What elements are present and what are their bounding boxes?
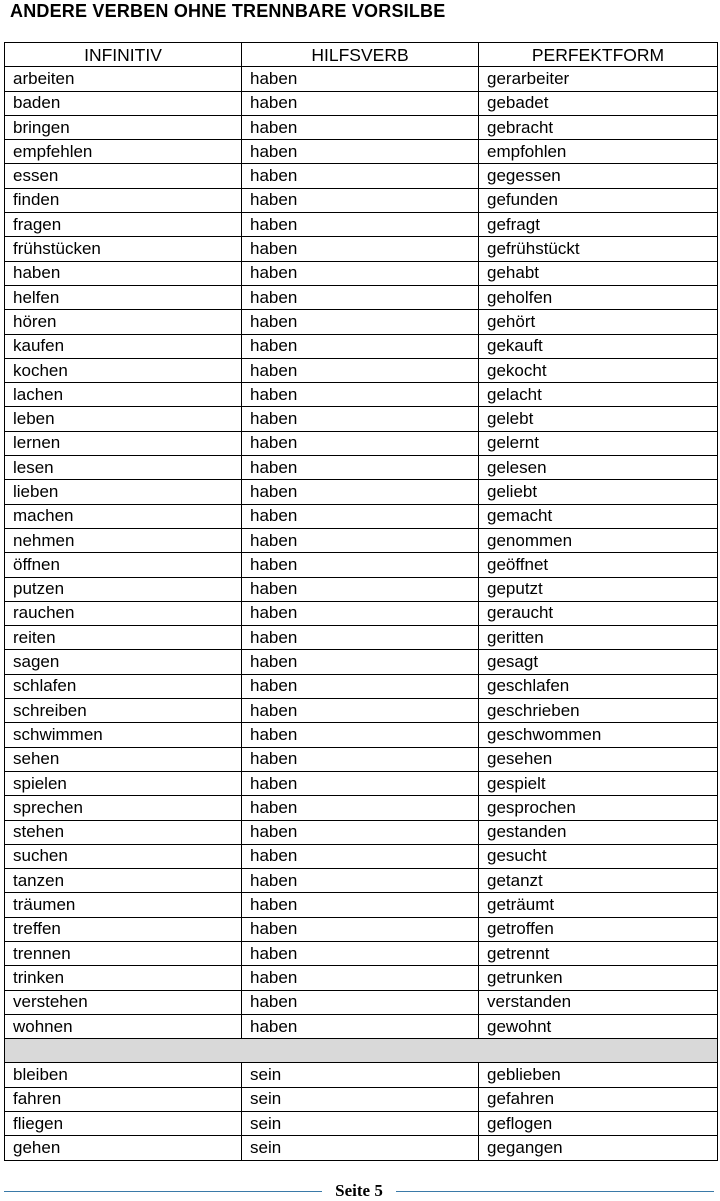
infinitiv-cell: tanzen [5, 869, 242, 893]
infinitiv-cell: sagen [5, 650, 242, 674]
hilfsverb-cell: haben [242, 310, 479, 334]
perfektform-cell: gesagt [479, 650, 718, 674]
perfektform-cell: geöffnet [479, 553, 718, 577]
table-row [5, 285, 718, 309]
infinitiv-cell: fahren [5, 1087, 242, 1111]
hilfsverb-cell: haben [242, 966, 479, 990]
hilfsverb-cell: haben [242, 164, 479, 188]
hilfsverb-cell: haben [242, 285, 479, 309]
perfektform-cell: gefunden [479, 188, 718, 212]
perfektform-cell: geputzt [479, 577, 718, 601]
perfektform-cell: gesehen [479, 747, 718, 771]
infinitiv-cell: fragen [5, 213, 242, 237]
perfektform-cell: geholfen [479, 285, 718, 309]
hilfsverb-cell: haben [242, 1014, 479, 1038]
perfektform-cell: geschlafen [479, 674, 718, 698]
table-row [5, 528, 718, 552]
infinitiv-cell: fliegen [5, 1112, 242, 1136]
table-row [5, 310, 718, 334]
infinitiv-cell: empfehlen [5, 140, 242, 164]
perfektform-cell: gehabt [479, 261, 718, 285]
hilfsverb-cell: haben [242, 990, 479, 1014]
page-title: ANDERE VERBEN OHNE TRENNBARE VORSILBE [10, 1, 446, 21]
table-row [5, 358, 718, 382]
hilfsverb-cell: sein [242, 1112, 479, 1136]
perfektform-cell: gewohnt [479, 1014, 718, 1038]
infinitiv-cell: stehen [5, 820, 242, 844]
perfektform-cell: gegessen [479, 164, 718, 188]
table-row [5, 747, 718, 771]
infinitiv-cell: putzen [5, 577, 242, 601]
perfektform-cell: verstanden [479, 990, 718, 1014]
hilfsverb-cell: haben [242, 261, 479, 285]
infinitiv-cell: schwimmen [5, 723, 242, 747]
verb-table [4, 42, 718, 1161]
infinitiv-cell: rauchen [5, 601, 242, 625]
hilfsverb-cell: sein [242, 1136, 479, 1160]
perfektform-cell: geliebt [479, 480, 718, 504]
perfektform-cell: gesprochen [479, 796, 718, 820]
hilfsverb-cell: haben [242, 140, 479, 164]
table-row [5, 1063, 718, 1087]
table-row [5, 407, 718, 431]
hilfsverb-cell: haben [242, 504, 479, 528]
infinitiv-cell: leben [5, 407, 242, 431]
hilfsverb-cell: haben [242, 237, 479, 261]
page-number: Seite 5 [335, 1181, 383, 1200]
hilfsverb-cell: haben [242, 699, 479, 723]
hilfsverb-cell: sein [242, 1087, 479, 1111]
perfektform-cell: gesucht [479, 844, 718, 868]
hilfsverb-cell: haben [242, 917, 479, 941]
hilfsverb-cell: haben [242, 771, 479, 795]
header-perfektform: PERFEKTFORM [479, 43, 718, 67]
perfektform-cell: getrennt [479, 941, 718, 965]
hilfsverb-cell: haben [242, 91, 479, 115]
table-row [5, 626, 718, 650]
perfektform-cell: getroffen [479, 917, 718, 941]
perfektform-cell: geritten [479, 626, 718, 650]
hilfsverb-cell: haben [242, 650, 479, 674]
table-row [5, 699, 718, 723]
perfektform-cell: geraucht [479, 601, 718, 625]
table-row [5, 140, 718, 164]
infinitiv-cell: machen [5, 504, 242, 528]
hilfsverb-cell: haben [242, 431, 479, 455]
infinitiv-cell: kaufen [5, 334, 242, 358]
perfektform-cell: gelebt [479, 407, 718, 431]
table-row [5, 213, 718, 237]
infinitiv-cell: suchen [5, 844, 242, 868]
infinitiv-cell: sprechen [5, 796, 242, 820]
hilfsverb-cell: haben [242, 747, 479, 771]
perfektform-cell: gebadet [479, 91, 718, 115]
infinitiv-cell: wohnen [5, 1014, 242, 1038]
hilfsverb-cell: haben [242, 334, 479, 358]
hilfsverb-cell: haben [242, 796, 479, 820]
hilfsverb-cell: haben [242, 528, 479, 552]
hilfsverb-cell: haben [242, 869, 479, 893]
perfektform-cell: geträumt [479, 893, 718, 917]
table-row [5, 456, 718, 480]
table-row [5, 480, 718, 504]
table-row [5, 674, 718, 698]
perfektform-cell: gelernt [479, 431, 718, 455]
infinitiv-cell: bringen [5, 115, 242, 139]
perfektform-cell: gelacht [479, 383, 718, 407]
verb-table-body [5, 67, 718, 1160]
infinitiv-cell: hören [5, 310, 242, 334]
infinitiv-cell: essen [5, 164, 242, 188]
separator-cell [5, 1039, 718, 1063]
infinitiv-cell: haben [5, 261, 242, 285]
perfektform-cell: gemacht [479, 504, 718, 528]
perfektform-cell: genommen [479, 528, 718, 552]
perfektform-cell: gebracht [479, 115, 718, 139]
perfektform-cell: gestanden [479, 820, 718, 844]
hilfsverb-cell: haben [242, 941, 479, 965]
hilfsverb-cell: haben [242, 67, 479, 91]
table-row [5, 577, 718, 601]
infinitiv-cell: lachen [5, 383, 242, 407]
infinitiv-cell: öffnen [5, 553, 242, 577]
table-row [5, 504, 718, 528]
hilfsverb-cell: haben [242, 358, 479, 382]
header-row [5, 43, 718, 67]
hilfsverb-cell: haben [242, 553, 479, 577]
hilfsverb-cell: haben [242, 456, 479, 480]
hilfsverb-cell: haben [242, 577, 479, 601]
infinitiv-cell: frühstücken [5, 237, 242, 261]
table-row [5, 334, 718, 358]
perfektform-cell: gefrühstückt [479, 237, 718, 261]
hilfsverb-cell: haben [242, 213, 479, 237]
hilfsverb-cell: sein [242, 1063, 479, 1087]
infinitiv-cell: bleiben [5, 1063, 242, 1087]
hilfsverb-cell: haben [242, 723, 479, 747]
table-row [5, 869, 718, 893]
infinitiv-cell: träumen [5, 893, 242, 917]
perfektform-cell: empfohlen [479, 140, 718, 164]
hilfsverb-cell: haben [242, 601, 479, 625]
infinitiv-cell: gehen [5, 1136, 242, 1160]
infinitiv-cell: kochen [5, 358, 242, 382]
table-row [5, 67, 718, 91]
page-footer [0, 1181, 720, 1201]
perfektform-cell: gespielt [479, 771, 718, 795]
infinitiv-cell: lesen [5, 456, 242, 480]
perfektform-cell: geblieben [479, 1063, 718, 1087]
table-row [5, 771, 718, 795]
perfektform-cell: gefahren [479, 1087, 718, 1111]
hilfsverb-cell: haben [242, 480, 479, 504]
table-row [5, 1136, 718, 1160]
infinitiv-cell: trinken [5, 966, 242, 990]
table-row [5, 164, 718, 188]
table-row [5, 188, 718, 212]
perfektform-cell: gekocht [479, 358, 718, 382]
hilfsverb-cell: haben [242, 383, 479, 407]
hilfsverb-cell: haben [242, 407, 479, 431]
table-row [5, 431, 718, 455]
hilfsverb-cell: haben [242, 820, 479, 844]
infinitiv-cell: sehen [5, 747, 242, 771]
perfektform-cell: getanzt [479, 869, 718, 893]
infinitiv-cell: trennen [5, 941, 242, 965]
table-row [5, 91, 718, 115]
infinitiv-cell: lieben [5, 480, 242, 504]
table-row [5, 383, 718, 407]
infinitiv-cell: verstehen [5, 990, 242, 1014]
perfektform-cell: gelesen [479, 456, 718, 480]
table-row [5, 650, 718, 674]
perfektform-cell: getrunken [479, 966, 718, 990]
infinitiv-cell: schlafen [5, 674, 242, 698]
table-row [5, 115, 718, 139]
table-row [5, 1112, 718, 1136]
table-row [5, 893, 718, 917]
table-row [5, 966, 718, 990]
perfektform-cell: gehört [479, 310, 718, 334]
table-row [5, 261, 718, 285]
infinitiv-cell: finden [5, 188, 242, 212]
table-row [5, 723, 718, 747]
infinitiv-cell: lernen [5, 431, 242, 455]
table-row [5, 237, 718, 261]
hilfsverb-cell: haben [242, 188, 479, 212]
perfektform-cell: geflogen [479, 1112, 718, 1136]
footer-rule-right [396, 1191, 714, 1192]
perfektform-cell: gerarbeiter [479, 67, 718, 91]
footer-rule-left [4, 1191, 322, 1192]
perfektform-cell: gekauft [479, 334, 718, 358]
hilfsverb-cell: haben [242, 115, 479, 139]
perfektform-cell: geschrieben [479, 699, 718, 723]
header-infinitiv: INFINITIV [5, 43, 242, 67]
separator-row [5, 1039, 718, 1063]
infinitiv-cell: arbeiten [5, 67, 242, 91]
perfektform-cell: gefragt [479, 213, 718, 237]
table-row [5, 1014, 718, 1038]
infinitiv-cell: nehmen [5, 528, 242, 552]
infinitiv-cell: treffen [5, 917, 242, 941]
header-hilfsverb: HILFSVERB [242, 43, 479, 67]
infinitiv-cell: reiten [5, 626, 242, 650]
table-row [5, 553, 718, 577]
table-row [5, 941, 718, 965]
hilfsverb-cell: haben [242, 844, 479, 868]
table-row [5, 601, 718, 625]
infinitiv-cell: baden [5, 91, 242, 115]
table-row [5, 820, 718, 844]
table-row [5, 917, 718, 941]
table-row [5, 1087, 718, 1111]
hilfsverb-cell: haben [242, 674, 479, 698]
table-row [5, 796, 718, 820]
infinitiv-cell: schreiben [5, 699, 242, 723]
hilfsverb-cell: haben [242, 626, 479, 650]
infinitiv-cell: helfen [5, 285, 242, 309]
perfektform-cell: gegangen [479, 1136, 718, 1160]
hilfsverb-cell: haben [242, 893, 479, 917]
perfektform-cell: geschwommen [479, 723, 718, 747]
table-row [5, 990, 718, 1014]
table-row [5, 844, 718, 868]
infinitiv-cell: spielen [5, 771, 242, 795]
